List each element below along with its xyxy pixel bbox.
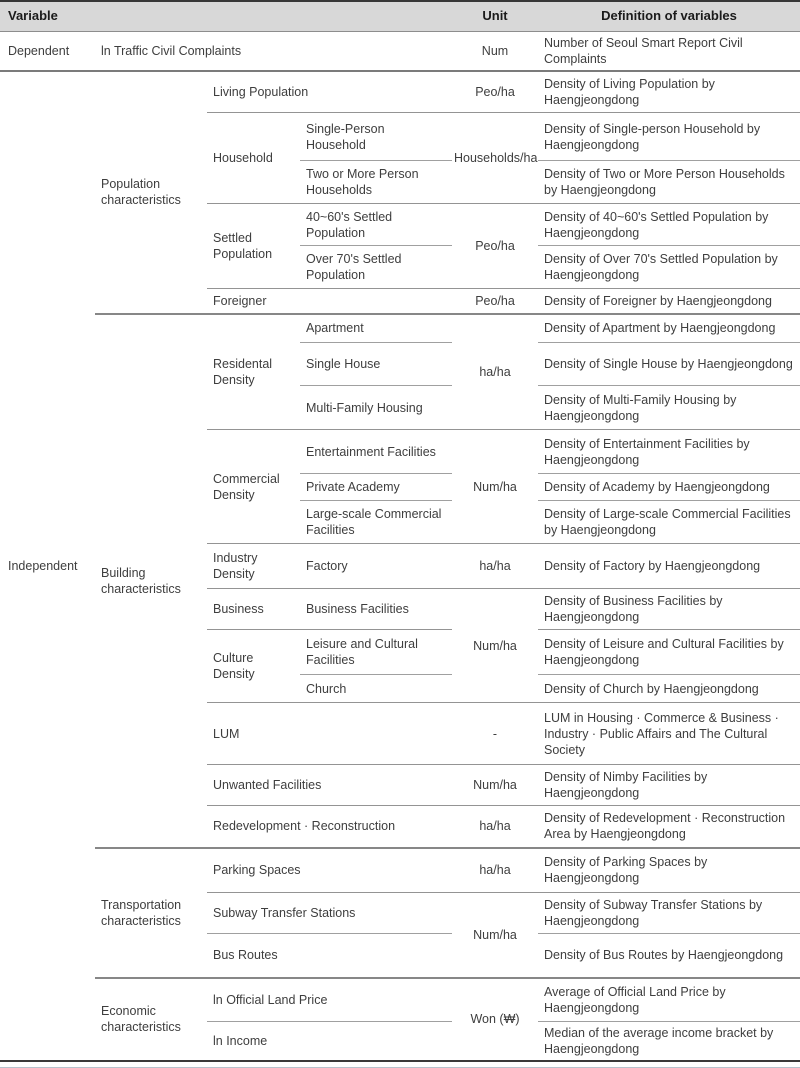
cell-entertainment-name: Entertainment Facilities — [300, 430, 452, 474]
header-definition: Definition of variables — [538, 1, 800, 31]
cell-two-or-more-name: Two or More Person Households — [300, 161, 452, 204]
cell-household-subgroup: Household — [207, 113, 300, 204]
cell-leisure-definition: Density of Leisure and Cultural Facilities by Haengjeongdong — [538, 630, 800, 675]
cell-business-facilities-definition: Density of Business Facilities by Haengjeongdong — [538, 589, 800, 630]
cell-church-name: Church — [300, 675, 452, 703]
cell-over-70-name: Over 70's Settled Population — [300, 246, 452, 289]
cell-redevelopment-definition: Density of Redevelopment · Reconstruction Area by Haengjeongdong — [538, 806, 800, 848]
cell-living-unit: Peo/ha — [452, 71, 538, 113]
cell-income-name: ln Income — [213, 1034, 268, 1049]
cell-residental-subgroup: Residental Density — [207, 314, 300, 430]
cell-transportation-group: Transportation characteristics — [95, 848, 207, 978]
cell-large-scale-name: Large-scale Commercial Facilities — [300, 501, 452, 544]
cell-lum-name: LUM — [207, 703, 452, 765]
cell-factory-name: Factory — [300, 544, 452, 589]
cell-church-definition: Density of Church by Haengjeongdong — [538, 675, 800, 703]
cell-single-person-name: Single-Person Household — [300, 113, 452, 161]
cell-settled-subgroup: Settled Population — [207, 204, 300, 289]
cell-commercial-unit: Num/ha — [452, 430, 538, 544]
cell-leisure-name: Leisure and Cultural Facilities — [300, 630, 452, 675]
cell-unwanted-unit: Num/ha — [452, 765, 538, 806]
cell-economic-unit: Won (₩) — [470, 1012, 520, 1027]
cell-parking-name: Parking Spaces — [207, 848, 452, 893]
cell-land-price-definition: Average of Official Land Price by Haengjeongdong — [538, 978, 800, 1022]
row-apartment — [0, 314, 800, 343]
cell-industry-subgroup: Industry Density — [207, 544, 300, 589]
cell-single-person-definition: Density of Single-person Household by Haengjeongdong — [538, 113, 800, 161]
cell-bus-name: Bus Routes — [207, 934, 452, 978]
cell-business-culture-unit: Num/ha — [452, 589, 538, 703]
header-unit: Unit — [452, 1, 538, 31]
cell-commercial-subgroup: Commercial Density — [207, 430, 300, 544]
cell-over-70-definition: Density of Over 70's Settled Population by Haengjeongdong — [538, 246, 800, 289]
cell-entertainment-definition: Density of Entertainment Facilities by Haengjeongdong — [538, 430, 800, 474]
cell-single-house-definition: Density of Single House by Haengjeongdong — [538, 343, 800, 386]
cell-foreigner-name: Foreigner — [207, 289, 452, 314]
cell-academy-definition: Density of Academy by Haengjeongdong — [538, 474, 800, 501]
cell-lum-unit: - — [452, 703, 538, 765]
cell-independent-category: Independent — [8, 558, 78, 573]
cell-bus-definition: Density of Bus Routes by Haengjeongdong — [538, 934, 800, 978]
cell-settled-unit: Peo/ha — [452, 204, 538, 289]
cell-parking-definition: Density of Parking Spaces by Haengjeongdong — [538, 848, 800, 893]
cell-living-definition: Density of Living Population by Haengjeongdong — [538, 71, 800, 113]
cell-land-price-name: ln Official Land Price — [207, 978, 452, 1022]
row-parking — [0, 848, 800, 893]
cell-population-group: Population characteristics — [95, 71, 207, 314]
cell-residental-unit: ha/ha — [452, 314, 538, 430]
table-header-row — [0, 1, 800, 31]
cell-factory-definition: Density of Factory by Haengjeongdong — [538, 544, 800, 589]
cell-transit-unit: Num/ha — [452, 893, 538, 978]
cell-unwanted-name: Unwanted Facilities — [207, 765, 452, 806]
cell-apartment-definition: Density of Apartment by Haengjeongdong — [538, 314, 800, 343]
cell-subway-name: Subway Transfer Stations — [207, 893, 452, 934]
cell-apartment-name: Apartment — [300, 314, 452, 343]
cell-subway-definition: Density of Subway Transfer Stations by Haengjeongdong — [538, 893, 800, 934]
cell-multi-family-definition: Density of Multi-Family Housing by Haengjeongdong — [538, 386, 800, 430]
cell-redevelopment-name: Redevelopment · Reconstruction — [207, 806, 452, 848]
cell-dependent-category: Dependent — [0, 31, 95, 71]
row-land-price — [0, 978, 800, 1022]
cell-household-unit: Households/ha — [452, 113, 538, 204]
cell-business-subgroup: Business — [207, 589, 300, 630]
cell-foreigner-unit: Peo/ha — [452, 289, 538, 314]
cell-dependent-unit: Num — [452, 31, 538, 71]
header-variable: Variable — [0, 1, 452, 31]
cell-two-or-more-definition: Density of Two or More Person Households by Haengjeongdong — [538, 161, 800, 204]
cell-multi-family-name: Multi-Family Housing — [300, 386, 452, 430]
cell-lum-definition: LUM in Housing · Commerce & Business · Industry · Public Affairs and The Cultural Society — [538, 703, 800, 765]
cell-redevelopment-unit: ha/ha — [452, 806, 538, 848]
cell-culture-subgroup: Culture Density — [207, 630, 300, 703]
cell-unwanted-definition: Density of Nimby Facilities by Haengjeongdong — [538, 765, 800, 806]
cell-industry-unit: ha/ha — [452, 544, 538, 589]
row-living-population — [0, 71, 800, 113]
cell-economic-group: Economic characteristics — [101, 1004, 181, 1035]
row-dependent — [0, 31, 800, 71]
cell-living-name: Living Population — [207, 71, 452, 113]
cell-dependent-definition: Number of Seoul Smart Report Civil Complaints — [538, 31, 800, 71]
cell-40-60-definition: Density of 40~60's Settled Population by Haengjeongdong — [538, 204, 800, 246]
cell-single-house-name: Single House — [300, 343, 452, 386]
cell-dependent-variable: ln Traffic Civil Complaints — [95, 31, 452, 71]
cell-parking-unit: ha/ha — [452, 848, 538, 893]
cell-academy-name: Private Academy — [300, 474, 452, 501]
page-bottom-divider — [0, 1062, 800, 1068]
cell-40-60-name: 40~60's Settled Population — [300, 204, 452, 246]
cell-foreigner-definition: Density of Foreigner by Haengjeongdong — [538, 289, 800, 314]
cell-business-facilities-name: Business Facilities — [300, 589, 452, 630]
cell-large-scale-definition: Density of Large-scale Commercial Facilities by Haengjeongdong — [538, 501, 800, 544]
cell-income-definition: Median of the average income bracket by Haengjeongdong — [544, 1026, 774, 1057]
cell-building-group: Building characteristics — [95, 314, 207, 848]
